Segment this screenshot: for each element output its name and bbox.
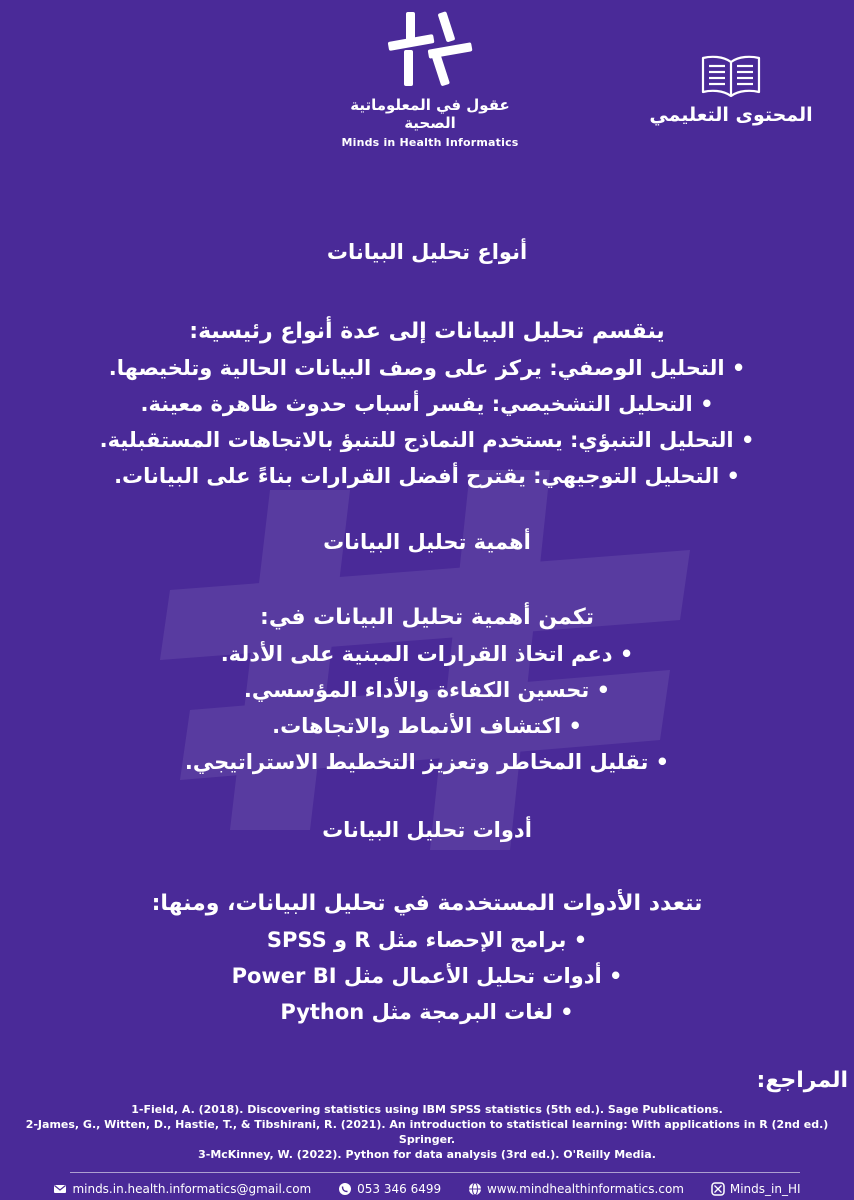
list-item: • تحسين الكفاءة والأداء المؤسسي. [0, 672, 854, 708]
reference-item: 3-McKinney, W. (2022). Python for data analysis (3rd ed.). O'Reilly Media. [198, 1148, 656, 1161]
section-types-body [0, 314, 854, 494]
educational-content-label: المحتوى التعليمي [649, 104, 813, 126]
types-list [0, 350, 854, 494]
section-title: أنواع تحليل البيانات [326, 240, 528, 264]
section-title: أدوات تحليل البيانات [322, 818, 532, 842]
brand-name-arabic: عقول في المعلوماتية الصحية [350, 96, 510, 132]
importance-list [0, 636, 854, 780]
footer [0, 1178, 854, 1200]
list-item: • التحليل الوصفي: يركز على وصف البيانات الحالية وتلخيصها. [0, 350, 854, 386]
section-types [0, 240, 854, 264]
section-intro: ينقسم تحليل البيانات إلى عدة أنواع رئيسية: [189, 319, 665, 344]
educational-content-badge [646, 52, 816, 126]
social-handle: Minds_in_HI [729, 1182, 801, 1196]
whatsapp-icon [338, 1182, 352, 1196]
brand-logo [330, 10, 530, 160]
list-item: • التحليل التنبؤي: يستخدم النماذج للتنبؤ بالاتجاهات المستقبلية. [0, 422, 854, 458]
email-text: minds.in.health.informatics@gmail.com [72, 1182, 312, 1196]
footer-social[interactable] [711, 1182, 801, 1196]
list-item: • أدوات تحليل الأعمال مثل Power BI [0, 958, 854, 994]
reference-item: 2-James, G., Witten, D., Hastie, T., & Tibshirani, R. (2021). An introduction to statistical learning: With applications in R (2nd ed.) Springer. [25, 1118, 829, 1146]
references-title: المراجع: [756, 1068, 848, 1093]
list-item: • تقليل المخاطر وتعزيز التخطيط الاستراتيجي. [0, 744, 854, 780]
footer-website[interactable] [468, 1182, 684, 1196]
open-book-icon [699, 52, 763, 100]
list-item: • برامج الإحصاء مثل R و SPSS [0, 922, 854, 958]
globe-icon [468, 1182, 482, 1196]
section-importance [0, 530, 854, 554]
reference-item: 1-Field, A. (2018). Discovering statistics using IBM SPSS statistics (5th ed.). Sage Publications. [131, 1103, 723, 1116]
list-item: • لغات البرمجة مثل Python [0, 994, 854, 1030]
section-importance-body [0, 600, 854, 780]
phone-text: 053 346 6499 [357, 1182, 442, 1196]
brand-name-english: Minds in Health Informatics [341, 136, 519, 149]
section-title: أهمية تحليل البيانات [323, 530, 531, 554]
footer-email[interactable] [53, 1182, 311, 1196]
list-item: • اكتشاف الأنماط والاتجاهات. [0, 708, 854, 744]
tools-list [0, 922, 854, 1030]
list-item: • دعم اتخاذ القرارات المبنية على الأدلة. [0, 636, 854, 672]
footer-divider [70, 1172, 800, 1173]
references-list [20, 1102, 834, 1162]
list-item: • التحليل التشخيصي: يفسر أسباب حدوث ظاهرة معينة. [0, 386, 854, 422]
footer-phone[interactable] [338, 1182, 441, 1196]
website-text: www.mindhealthinformatics.com [486, 1182, 684, 1196]
logo-mark-icon [384, 10, 476, 90]
social-icon [711, 1182, 725, 1196]
email-icon [53, 1182, 67, 1196]
list-item: • التحليل التوجيهي: يقترح أفضل القرارات بناءً على البيانات. [0, 458, 854, 494]
section-intro: تتعدد الأدوات المستخدمة في تحليل البيانات، ومنها: [151, 891, 703, 916]
section-tools [0, 818, 854, 842]
section-intro: تكمن أهمية تحليل البيانات في: [260, 605, 594, 630]
section-tools-body [0, 886, 854, 1030]
